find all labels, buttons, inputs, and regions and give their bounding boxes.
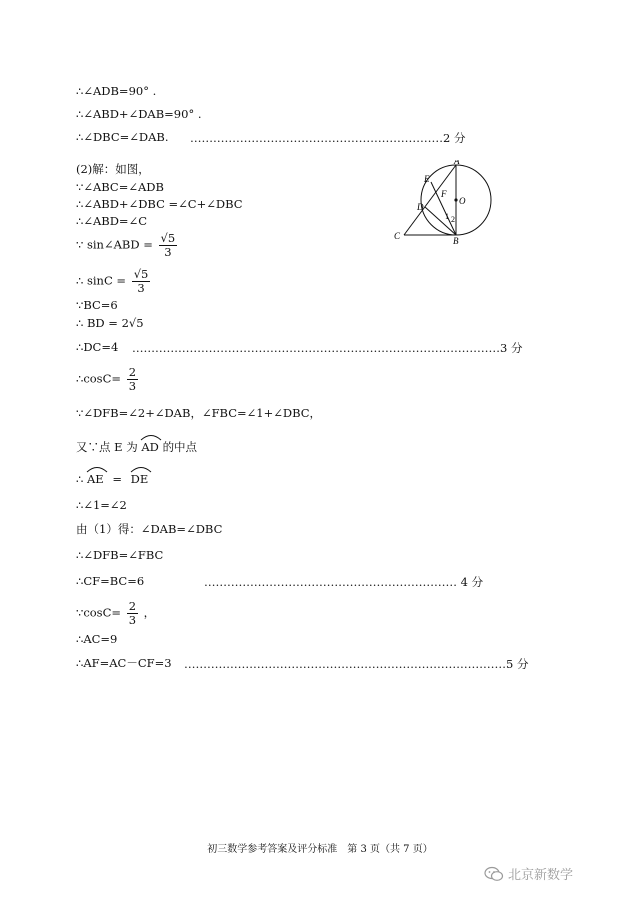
arc-symbol-icon — [86, 465, 108, 473]
step-cos-c-again — [76, 600, 155, 627]
step-sin-c — [76, 268, 152, 295]
label-b: B — [453, 236, 459, 245]
label-c: C — [394, 231, 401, 241]
arc-ad-label: AD — [141, 440, 159, 454]
step-abd-c: ∴∠ABD=∠C — [76, 214, 147, 228]
step-dfb-eq-fbc: ∴∠DFB=∠FBC — [76, 548, 164, 562]
label-d: D — [417, 202, 424, 212]
part2-heading: (2)解：如图， — [76, 162, 150, 176]
fraction-numerator: √5 — [133, 267, 149, 281]
step-dc-4: ∴DC=4 — [76, 340, 119, 354]
arc-de — [131, 472, 149, 486]
cos-c2-label: ∵cosC= — [76, 605, 122, 620]
arc-symbol-icon — [140, 433, 162, 441]
label-e: E — [424, 174, 430, 184]
label-a: A — [454, 160, 460, 166]
sin-abd-fraction — [159, 232, 178, 259]
fraction-denominator: 3 — [137, 281, 145, 295]
fraction-denominator: 3 — [128, 379, 137, 393]
circle-triangle-diagram — [390, 160, 500, 245]
label-f: F — [441, 189, 447, 199]
fraction-numerator: 2 — [128, 365, 137, 379]
step-e-midpoint — [76, 440, 197, 454]
fraction-denominator: 3 — [164, 245, 172, 259]
fraction-denominator: 3 — [128, 613, 137, 627]
step-dfb-fbc: ∵∠DFB=∠2+∠DAB，∠FBC=∠1+∠DBC， — [76, 406, 322, 420]
label-angle-1: 1 — [445, 212, 449, 221]
arc-ae-label: AE — [86, 472, 104, 486]
sin-abd-label: ∵ sin∠ABD = — [76, 237, 153, 252]
label-angle-2: 2 — [451, 215, 455, 224]
cos-c-fraction — [127, 366, 138, 393]
step-arc-equal — [76, 472, 148, 486]
cos-c2-suffix: ， — [143, 605, 156, 620]
midpoint-text-a: 又∵点 E 为 — [76, 440, 138, 454]
step-af-3: ∴AF=AC－CF=3 — [76, 656, 172, 670]
watermark-text: 北京新数学 — [508, 868, 574, 883]
arc-ae — [87, 472, 104, 486]
score-mark-2: …………………………………………………………2 分 — [190, 131, 466, 145]
step-1-eq-2: ∴∠1=∠2 — [76, 498, 127, 512]
step-from-part1: 由（1）得：∠DAB=∠DBC — [76, 522, 223, 536]
score-mark-4: ………………………………………………………… 4 分 — [204, 575, 484, 589]
step-cos-c — [76, 366, 140, 393]
score-mark-5: …………………………………………………………………………5 分 — [184, 657, 529, 671]
step-ac-9: ∴AC=9 — [76, 632, 118, 646]
step-dbc-dab: ∴∠DBC=∠DAB. — [76, 130, 169, 144]
cos-c-label: ∴cosC= — [76, 371, 122, 386]
step-sin-abd — [76, 232, 179, 259]
sin-c-fraction — [132, 268, 151, 295]
step-adb-90: ∴∠ADB=90° . — [76, 84, 157, 98]
midpoint-text-b: 的中点 — [162, 440, 198, 454]
label-o: O — [459, 196, 466, 206]
step-abc-adb: ∵∠ABC=∠ADB — [76, 180, 164, 194]
arc-de-label: DE — [130, 472, 149, 486]
score-mark-3: ……………………………………………………………………………………3 分 — [132, 341, 523, 355]
step-bc-6: ∵BC=6 — [76, 298, 118, 312]
arc-ad — [141, 440, 159, 454]
geometry-figure — [390, 160, 500, 249]
watermark — [484, 864, 573, 883]
arc-equal-sign: = — [112, 472, 122, 486]
fraction-numerator: √5 — [160, 231, 176, 245]
page-footer: 初三数学参考答案及评分标准 第 3 页（共 7 页） — [207, 844, 433, 855]
step-abd-dab-90: ∴∠ABD+∠DAB=90° . — [76, 107, 202, 121]
arc-equal-prefix: ∴ — [76, 472, 84, 486]
cos-c2-fraction — [127, 600, 138, 627]
wechat-icon — [484, 866, 504, 882]
step-angle-sum: ∴∠ABD+∠DBC =∠C+∠DBC — [76, 197, 243, 211]
fraction-numerator: 2 — [128, 599, 137, 613]
sin-c-label: ∴ sinC = — [76, 273, 127, 288]
step-cf-bc-6: ∴CF=BC=6 — [76, 574, 145, 588]
step-bd: ∴ BD = 2√5 — [76, 316, 144, 330]
arc-symbol-icon — [130, 465, 152, 473]
